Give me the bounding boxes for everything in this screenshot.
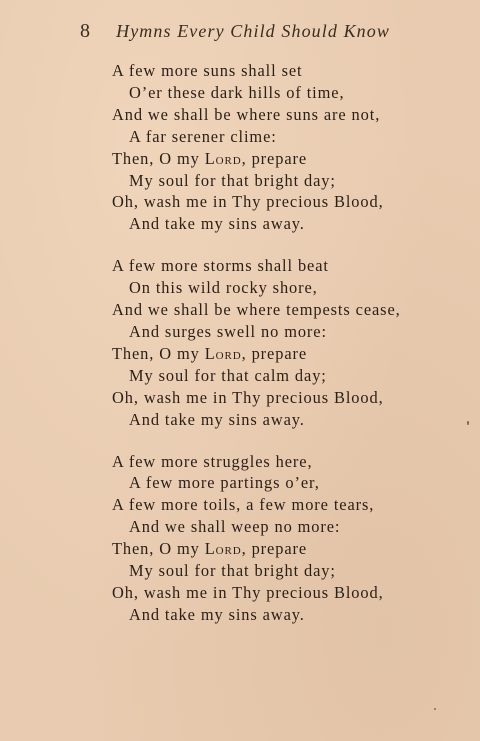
poem-line: On this wild rocky shore, [129,278,318,298]
small-caps-lord: Lord [204,343,242,363]
poem-line: A far serener clime: [129,126,277,146]
poem-line [112,148,412,170]
line-text: , prepare [241,539,308,559]
poem-line [112,538,412,560]
poem-line: And take my sins away. [129,409,305,429]
poem-line: And take my sins away. [129,604,305,624]
small-caps-lord: Lord [204,539,242,559]
line-text: Then, O my [112,539,205,559]
poem [112,60,412,646]
poem-line [112,343,412,365]
stanza-2 [112,255,412,430]
running-title: Hymns Every Child Should Know [116,21,390,41]
stanza-3 [112,451,412,626]
poem-line: And take my sins away. [129,214,305,234]
page-header [80,20,390,44]
poem-line: A few more toils, a few more tears, [112,495,375,515]
poem-line: And we shall weep no more: [129,517,341,537]
poem-line: And we shall be where tempests cease, [112,300,401,320]
poem-line: A few more storms shall beat [112,256,329,276]
poem-line: A few more partings o’er, [129,473,320,493]
poem-line: My soul for that bright day; [129,561,336,581]
poem-line: And surges swell no more: [129,321,327,341]
line-text: Then, O my [112,148,205,168]
poem-line: My soul for that calm day; [129,365,327,385]
poem-line: A few more struggles here, [112,451,313,471]
line-text: , prepare [241,148,308,168]
poem-line: O’er these dark hills of time, [129,82,345,102]
poem-line: My soul for that bright day; [129,170,336,190]
page-number: 8 [80,20,90,42]
line-text: , prepare [241,343,308,363]
stanza-1 [112,60,412,235]
paper-speck [434,708,436,710]
poem-line: Oh, wash me in Thy precious Blood, [112,192,384,212]
small-caps-lord: Lord [204,148,242,168]
paper-speck [467,421,469,425]
poem-line: A few more suns shall set [112,61,303,80]
line-text: Then, O my [112,343,205,363]
poem-line: Oh, wash me in Thy precious Blood, [112,387,384,407]
poem-line: And we shall be where suns are not, [112,104,381,124]
poem-line: Oh, wash me in Thy precious Blood, [112,582,384,602]
